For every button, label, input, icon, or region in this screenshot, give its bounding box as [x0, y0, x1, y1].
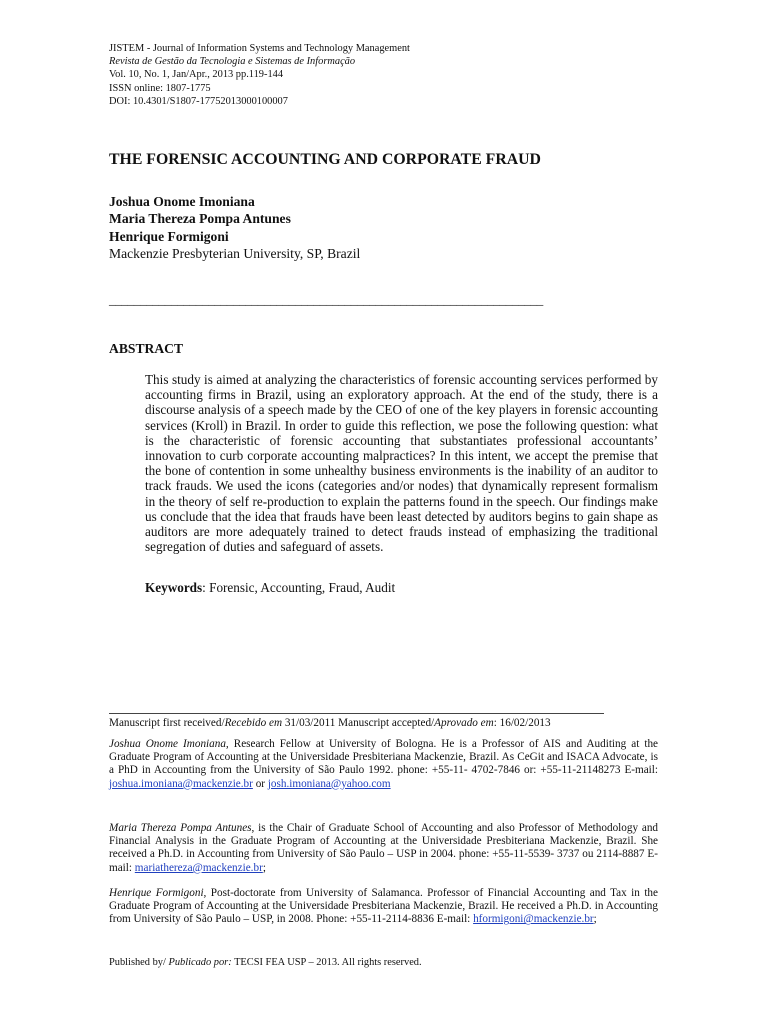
author-bio-3 — [109, 887, 658, 927]
manuscript-accepted-label-pt: Aprovado em — [434, 717, 494, 729]
author-name: Joshua Onome Imoniana — [109, 194, 255, 209]
bio-text: Research Fellow at University of Bologna. He is a Professor of AIS and Auditing at the Graduate Program of Accounting at the Universidade Presbiteriana Mackenzie, Brazil. As CeGit and ISACA Advocate, is a PhD in Accounting from the University of São Paulo 1992. phone: +55-11- 4702-7846 or: +55-11-21148273 E-mail: — [109, 738, 659, 777]
bio-text: ; — [262, 861, 266, 874]
bio-text: Post-doctorate from University of Salamanca. Professor of Financial Accounting and Tax in the Graduate Program of Accounting at the Universidade Presbiteriana Mackenzie, Brazil. He received a Ph.D. in Accounting from University of São Paulo – USP, in 2008. Phone: +55-11-2114-8836 E-mail: — [109, 887, 658, 926]
bio-author-name: Henrique Formigoni, — [109, 887, 207, 899]
email-link[interactable]: joshua.imoniana@mackenzie.br — [109, 777, 253, 790]
copyright-text: TECSI FEA USP – 2013. All rights reserved. — [231, 957, 422, 968]
published-by-label-pt: Publicado por: — [168, 957, 232, 968]
bio-text: ; — [593, 913, 597, 926]
bio-text: or — [252, 777, 268, 790]
keywords-line — [145, 580, 395, 596]
manuscript-accepted-date: : 16/02/2013 — [493, 717, 551, 729]
author-block — [109, 193, 360, 263]
journal-name: JISTEM - Journal of Information Systems and Technology Management — [109, 43, 410, 54]
author-name: Henrique Formigoni — [109, 228, 229, 244]
manuscript-received-label-pt: Recebido em — [224, 717, 283, 729]
publisher-line — [109, 957, 422, 968]
affiliation: Mackenzie Presbyterian University, SP, Brazil — [109, 246, 361, 262]
email-link[interactable]: mariathereza@mackenzie.br — [134, 861, 263, 874]
keywords-label: Keywords — [145, 580, 203, 595]
abstract-text: This study is aimed at analyzing the characteristics of forensic accounting services performed by accounting firms in Brazil, using an exploratory approach. At the end of the study, there is a discourse analysis of a speech made by the CEO of one of the key players in forensic accounting services (Kroll) in Brazil. In order to guide this reflection, we pose the following question: what is the characteristic of forensic accounting that substantiates professional accountants’ innovation to curb corporate accounting malpractices? In this intent, we accept the premise that the bone of contention in some unhealthy business environments is the inability of an auditor to track frauds. We used the icons (categories and/or nodes) that dynamically represent formalism in the theory of self re-production to explain the patterns found in the speech. Our findings make us conclude that the idea that frauds have been least detected by auditors begins to gain shape as auditors are more adequately trained to detect frauds instead of emphasizing the traditional segregation of duties and safeguard of assets. — [145, 372, 658, 555]
published-by-label: Published by/ — [109, 957, 169, 968]
paper-title: THE FORENSIC ACCOUNTING AND CORPORATE FRAUD — [109, 151, 541, 168]
manuscript-received-label: Manuscript first received/ — [109, 717, 225, 729]
doi: DOI: 10.4301/S1807-17752013000100007 — [109, 95, 288, 107]
manuscript-dates — [109, 717, 658, 730]
author-bio-1 — [109, 738, 658, 791]
email-link[interactable]: hformigoni@mackenzie.br — [473, 913, 594, 926]
journal-name-pt: Revista de Gestão da Tecnologia e Sistemas de Informação — [109, 56, 356, 68]
bio-author-name: Maria Thereza Pompa Antunes — [109, 822, 252, 834]
keywords-list: : Forensic, Accounting, Fraud, Audit — [202, 580, 396, 595]
author-name: Maria Thereza Pompa Antunes — [109, 211, 291, 227]
manuscript-accepted-label: 31/03/2011 Manuscript accepted/ — [282, 717, 435, 729]
footnote-divider — [109, 713, 604, 714]
issn: ISSN online: 1807-1775 — [109, 82, 211, 94]
volume-info: Vol. 10, No. 1, Jan/Apr., 2013 pp.119-144 — [109, 69, 284, 81]
abstract-heading: ABSTRACT — [109, 341, 184, 356]
separator-line: ______________________________________________________________________ — [109, 292, 544, 307]
journal-header — [109, 42, 410, 108]
email-link[interactable]: josh.imoniana@yahoo.com — [267, 777, 391, 790]
bio-text: , is the Chair of Graduate School of Accounting and also Professor of Methodology and Financial Analysis in the Graduate Program of Accounting at the Universidade Presbiteriana Mackenzie, Brazil. She received a Ph.D. in Accounting from University of São Paulo – USP in 2004. phone: +55-11-5539- 3737 ou 2114-8887 E-mail: — [109, 822, 659, 874]
author-bio-2 — [109, 822, 658, 875]
bio-author-name: Joshua Onome Imoniana, — [109, 738, 229, 750]
